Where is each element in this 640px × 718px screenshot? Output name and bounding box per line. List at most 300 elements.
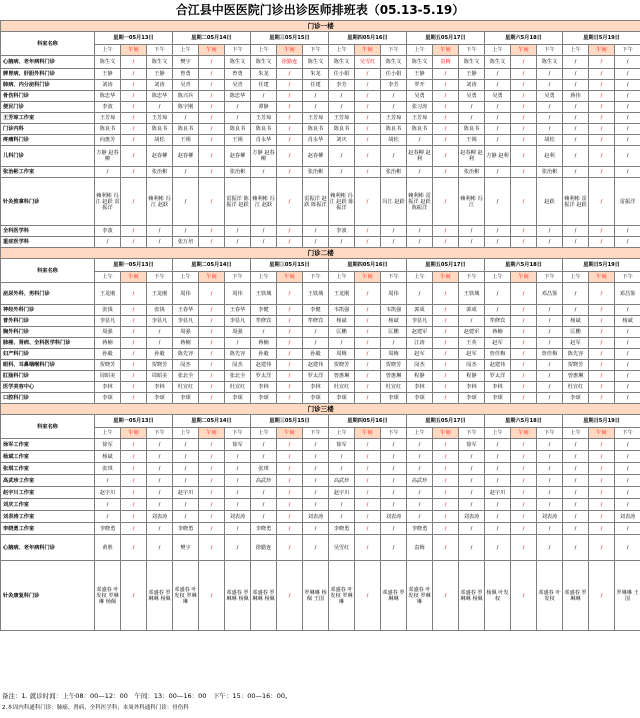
- slot-header: 下午: [615, 45, 640, 56]
- schedule-cell: /: [563, 305, 589, 316]
- day-header: 星期六5月18日: [485, 32, 563, 45]
- schedule-cell: /: [355, 91, 381, 102]
- schedule-cell: /: [459, 237, 485, 248]
- dept-name: 眼科、耳鼻咽喉科门诊: [1, 360, 95, 371]
- schedule-cell: /: [355, 371, 381, 382]
- schedule-cell: /: [615, 226, 640, 237]
- schedule-cell: /: [199, 523, 225, 535]
- schedule-cell: /: [511, 167, 537, 178]
- slot-header: 上午: [251, 272, 277, 283]
- schedule-cell: 周梅: [381, 349, 407, 360]
- schedule-cell: /: [537, 338, 563, 349]
- schedule-cell: /: [121, 146, 147, 167]
- schedule-cell: 陈先容: [173, 349, 199, 360]
- schedule-cell: 赵宇川: [329, 487, 355, 499]
- schedule-cell: /: [511, 113, 537, 124]
- schedule-cell: /: [355, 349, 381, 360]
- schedule-cell: /: [277, 371, 303, 382]
- schedule-cell: /: [407, 463, 433, 475]
- schedule-cell: /: [121, 167, 147, 178]
- schedule-cell: /: [407, 439, 433, 451]
- slot-header: 下午: [147, 272, 173, 283]
- slot-header: 下午: [459, 428, 485, 439]
- slot-header: 上午: [95, 272, 121, 283]
- schedule-cell: 陈生文: [303, 56, 329, 69]
- schedule-cell: /: [615, 124, 640, 135]
- schedule-cell: /: [147, 463, 173, 475]
- schedule-cell: /: [199, 102, 225, 113]
- schedule-cell: /: [511, 475, 537, 487]
- schedule-cell: /: [173, 511, 199, 523]
- schedule-cell: /: [277, 327, 303, 338]
- schedule-cell: /: [121, 69, 147, 80]
- dept-name: 心脑病、老年病科门诊: [1, 535, 95, 561]
- schedule-cell: /: [121, 360, 147, 371]
- schedule-cell: 周昭美: [147, 371, 173, 382]
- schedule-cell: /: [381, 523, 407, 535]
- schedule-cell: /: [589, 393, 615, 404]
- schedule-cell: /: [121, 371, 147, 382]
- schedule-cell: 李颂: [303, 393, 329, 404]
- schedule-cell: /: [303, 91, 329, 102]
- schedule-cell: 吴雪红: [355, 56, 381, 69]
- schedule-cell: 任小娟: [329, 69, 355, 80]
- schedule-cell: 吴勇: [537, 91, 563, 102]
- schedule-cell: /: [277, 316, 303, 327]
- schedule-cell: 谭静: [251, 102, 277, 113]
- schedule-cell: 徐勤连: [277, 56, 303, 69]
- schedule-cell: /: [381, 463, 407, 475]
- schedule-cell: 闵杰: [407, 360, 433, 371]
- schedule-cell: /: [511, 146, 537, 167]
- slot-header: 午间: [199, 45, 225, 56]
- schedule-cell: 王静: [407, 69, 433, 80]
- schedule-cell: /: [199, 487, 225, 499]
- schedule-cell: 陈生文: [225, 56, 251, 69]
- schedule-cell: 吴勇: [407, 91, 433, 102]
- schedule-cell: 曾勇: [173, 69, 199, 80]
- schedule-cell: 陈生文: [329, 56, 355, 69]
- schedule-cell: /: [511, 91, 537, 102]
- schedule-cell: /: [173, 178, 199, 226]
- schedule-cell: /: [511, 382, 537, 393]
- schedule-cell: /: [199, 135, 225, 146]
- schedule-cell: 吴青: [173, 80, 199, 91]
- schedule-cell: 赵军: [563, 338, 589, 349]
- schedule-cell: /: [355, 237, 381, 248]
- dept-row: [1, 135, 640, 146]
- schedule-cell: 赵建伟: [251, 360, 277, 371]
- schedule-cell: /: [615, 56, 640, 69]
- schedule-cell: /: [121, 91, 147, 102]
- schedule-cell: /: [511, 178, 537, 226]
- schedule-cell: 刘表涛: [459, 511, 485, 523]
- schedule-cell: 李林: [485, 382, 511, 393]
- schedule-cell: /: [615, 69, 640, 80]
- schedule-cell: /: [563, 113, 589, 124]
- schedule-cell: /: [589, 167, 615, 178]
- schedule-cell: /: [121, 475, 147, 487]
- schedule-cell: /: [563, 80, 589, 91]
- schedule-cell: 陈宇刚: [173, 102, 199, 113]
- dept-row: [1, 451, 640, 463]
- schedule-cell: /: [199, 283, 225, 305]
- schedule-cell: /: [485, 523, 511, 535]
- schedule-cell: /: [615, 102, 640, 113]
- schedule-cell: 罗琳琳 杨佩 王国: [303, 561, 329, 631]
- dept-row: [1, 499, 640, 511]
- dept-name: 疼痛科门诊: [1, 135, 95, 146]
- schedule-cell: /: [199, 305, 225, 316]
- schedule-cell: /: [615, 451, 640, 463]
- slot-header: 下午: [147, 428, 173, 439]
- schedule-cell: /: [511, 360, 537, 371]
- schedule-cell: 赵春柳 赵利: [407, 146, 433, 167]
- slot-header: 上午: [95, 45, 121, 56]
- schedule-cell: /: [121, 451, 147, 463]
- schedule-cell: /: [407, 511, 433, 523]
- schedule-cell: /: [511, 283, 537, 305]
- schedule-cell: /: [459, 499, 485, 511]
- schedule-cell: 刘涛: [95, 80, 121, 91]
- schedule-cell: /: [615, 487, 640, 499]
- schedule-cell: /: [563, 167, 589, 178]
- schedule-cell: 李芳: [329, 80, 355, 91]
- schedule-cell: /: [459, 102, 485, 113]
- schedule-cell: /: [511, 451, 537, 463]
- schedule-cell: 罗琳琳 王国: [615, 561, 640, 631]
- schedule-cell: /: [277, 439, 303, 451]
- schedule-cell: 任小娟: [381, 69, 407, 80]
- schedule-cell: /: [459, 487, 485, 499]
- schedule-cell: 赵春柳: [303, 146, 329, 167]
- schedule-cell: /: [537, 102, 563, 113]
- schedule-cell: /: [589, 146, 615, 167]
- schedule-cell: /: [173, 463, 199, 475]
- schedule-cell: /: [537, 113, 563, 124]
- day-header: 星期二05月14日: [173, 32, 251, 45]
- schedule-cell: /: [459, 451, 485, 463]
- schedule-cell: /: [225, 226, 251, 237]
- schedule-cell: 赵建伟: [485, 360, 511, 371]
- schedule-cell: /: [277, 237, 303, 248]
- schedule-cell: 刘表涛: [303, 511, 329, 523]
- schedule-cell: /: [225, 113, 251, 124]
- slot-header: 下午: [225, 272, 251, 283]
- schedule-cell: /: [459, 463, 485, 475]
- dept-name: 王芳琼工作室: [1, 113, 95, 124]
- schedule-cell: /: [303, 487, 329, 499]
- slot-header: 下午: [537, 428, 563, 439]
- schedule-cell: /: [537, 451, 563, 463]
- schedule-cell: /: [355, 316, 381, 327]
- schedule-cell: /: [303, 535, 329, 561]
- schedule-cell: 陈生文: [407, 56, 433, 69]
- schedule-cell: /: [329, 237, 355, 248]
- schedule-cell: /: [303, 451, 329, 463]
- schedule-cell: 方静 赵春柳: [95, 146, 121, 167]
- schedule-cell: /: [225, 102, 251, 113]
- schedule-cell: 陈良书: [95, 124, 121, 135]
- schedule-cell: /: [433, 523, 459, 535]
- schedule-cell: 李晓勇: [173, 523, 199, 535]
- dept-row: [1, 124, 640, 135]
- slot-header: 上午: [485, 272, 511, 283]
- slot-header: 午间: [589, 272, 615, 283]
- schedule-cell: 王芳琼: [95, 113, 121, 124]
- schedule-cell: 邓盛春 叶发权 罗琳琳: [329, 561, 355, 631]
- schedule-cell: /: [121, 226, 147, 237]
- schedule-cell: /: [381, 499, 407, 511]
- schedule-cell: /: [225, 475, 251, 487]
- schedule-cell: /: [615, 499, 640, 511]
- schedule-cell: /: [329, 499, 355, 511]
- note-line-1: 备注：1. 就诊时间：上午08：00—12：00 午间：13：00—16：00 下午：15：00—16：00。: [2, 692, 292, 700]
- schedule-cell: 王铁城: [459, 283, 485, 305]
- schedule-cell: 徐军: [459, 439, 485, 451]
- schedule-cell: 贺晓芳: [381, 360, 407, 371]
- schedule-cell: /: [537, 371, 563, 382]
- schedule-cell: /: [121, 561, 147, 631]
- schedule-cell: 牟修宾: [303, 316, 329, 327]
- schedule-cell: 刘庆: [329, 135, 355, 146]
- dept-row: [1, 338, 640, 349]
- schedule-cell: /: [537, 327, 563, 338]
- day-header-row: [1, 259, 640, 272]
- slot-header: 午间: [511, 45, 537, 56]
- day-header: 星期五05月17日: [407, 415, 485, 428]
- schedule-cell: 李晓勇: [329, 523, 355, 535]
- schedule-cell: 杨斌: [563, 316, 589, 327]
- schedule-cell: /: [173, 451, 199, 463]
- schedule-cell: /: [355, 511, 381, 523]
- schedule-cell: 孙毅: [95, 349, 121, 360]
- schedule-cell: 李晓勇: [251, 523, 277, 535]
- schedule-cell: 赵跃: [537, 178, 563, 226]
- schedule-cell: /: [355, 393, 381, 404]
- schedule-cell: 詹佳梅: [485, 349, 511, 360]
- schedule-cell: /: [381, 91, 407, 102]
- schedule-cell: /: [121, 523, 147, 535]
- schedule-cell: 赵春柳: [147, 146, 173, 167]
- dept-name: 便民门诊: [1, 102, 95, 113]
- schedule-cell: 赵军: [407, 349, 433, 360]
- schedule-cell: 赵宇川: [95, 487, 121, 499]
- schedule-cell: /: [433, 113, 459, 124]
- schedule-cell: /: [277, 463, 303, 475]
- schedule-cell: /: [407, 226, 433, 237]
- day-header: 星期三05月15日: [251, 415, 329, 428]
- schedule-cell: 陈良书: [251, 124, 277, 135]
- schedule-cell: /: [147, 338, 173, 349]
- schedule-cell: 赵宇川: [173, 487, 199, 499]
- schedule-cell: /: [173, 113, 199, 124]
- schedule-cell: /: [329, 146, 355, 167]
- schedule-cell: 赖利彬 冯江 赵跃 陈振洋: [329, 178, 355, 226]
- slot-header: 上午: [407, 45, 433, 56]
- schedule-cell: 吴青: [225, 80, 251, 91]
- schedule-cell: /: [407, 237, 433, 248]
- schedule-cell: /: [537, 360, 563, 371]
- slot-header: 午间: [199, 428, 225, 439]
- schedule-cell: 邓昌鉴: [615, 283, 640, 305]
- schedule-cell: 张治彬: [459, 167, 485, 178]
- day-header: 星期五05月17日: [407, 32, 485, 45]
- schedule-cell: /: [615, 393, 640, 404]
- schedule-cell: 杜宣红: [329, 382, 355, 393]
- schedule-cell: /: [511, 439, 537, 451]
- schedule-cell: 曾惠琳: [329, 371, 355, 382]
- schedule-cell: /: [433, 178, 459, 226]
- schedule-cell: /: [199, 146, 225, 167]
- schedule-cell: /: [537, 316, 563, 327]
- schedule-cell: /: [433, 124, 459, 135]
- schedule-cell: 王静: [147, 69, 173, 80]
- schedule-cell: /: [563, 226, 589, 237]
- dept-name: 肺癌、肾病、全科医学科门诊: [1, 338, 95, 349]
- schedule-cell: /: [303, 338, 329, 349]
- schedule-cell: /: [511, 237, 537, 248]
- schedule-cell: /: [511, 124, 537, 135]
- schedule-cell: /: [433, 439, 459, 451]
- schedule-cell: 陈良书: [459, 124, 485, 135]
- schedule-cell: 袁梅: [433, 56, 459, 69]
- schedule-cell: /: [433, 487, 459, 499]
- schedule-cell: /: [303, 475, 329, 487]
- schedule-cell: 邓昌鉴: [537, 283, 563, 305]
- schedule-cell: /: [277, 283, 303, 305]
- schedule-cell: 樊宇: [173, 535, 199, 561]
- schedule-cell: /: [485, 69, 511, 80]
- schedule-cell: 杜宣红: [563, 382, 589, 393]
- dept-row: [1, 327, 640, 338]
- schedule-cell: /: [147, 451, 173, 463]
- schedule-cell: 陈良书: [381, 124, 407, 135]
- schedule-cell: /: [225, 523, 251, 535]
- schedule-cell: /: [589, 535, 615, 561]
- schedule-cell: 张北全: [173, 371, 199, 382]
- schedule-cell: 陈良书: [303, 124, 329, 135]
- schedule-cell: /: [199, 535, 225, 561]
- schedule-cell: 陈良书: [329, 124, 355, 135]
- schedule-cell: /: [199, 463, 225, 475]
- dept-row: [1, 535, 640, 561]
- schedule-cell: /: [147, 535, 173, 561]
- schedule-cell: /: [433, 91, 459, 102]
- schedule-cell: /: [121, 135, 147, 146]
- schedule-cell: 朱龙: [251, 69, 277, 80]
- schedule-cell: 杨斌: [615, 316, 640, 327]
- schedule-cell: /: [537, 487, 563, 499]
- slot-header: 上午: [485, 428, 511, 439]
- dept-row: [1, 475, 640, 487]
- schedule-cell: /: [485, 226, 511, 237]
- slot-header: 上午: [407, 272, 433, 283]
- schedule-cell: /: [459, 535, 485, 561]
- schedule-cell: 李林: [147, 382, 173, 393]
- schedule-cell: /: [251, 499, 277, 511]
- schedule-cell: 赵宇川: [485, 487, 511, 499]
- schedule-cell: /: [433, 135, 459, 146]
- schedule-cell: /: [433, 360, 459, 371]
- schedule-cell: /: [277, 69, 303, 80]
- dept-row: [1, 523, 640, 535]
- schedule-cell: 韦凯强: [329, 305, 355, 316]
- schedule-cell: /: [563, 487, 589, 499]
- schedule-cell: 王铁城: [251, 283, 277, 305]
- slot-header: 上午: [485, 45, 511, 56]
- dept-name: 肛肠科门诊: [1, 371, 95, 382]
- schedule-cell: /: [277, 226, 303, 237]
- schedule-cell: 王春华: [225, 305, 251, 316]
- schedule-cell: /: [589, 69, 615, 80]
- schedule-cell: 王龙刚: [329, 283, 355, 305]
- schedule-cell: 李林: [407, 382, 433, 393]
- dept-row: [1, 80, 640, 91]
- schedule-cell: 陈忠华: [225, 91, 251, 102]
- schedule-cell: 刘表涛: [537, 511, 563, 523]
- schedule-cell: 罗太洋: [303, 371, 329, 382]
- floor-header: [1, 21, 640, 32]
- schedule-cell: /: [511, 316, 537, 327]
- dept-row: [1, 439, 640, 451]
- schedule-cell: /: [511, 226, 537, 237]
- schedule-cell: 王芳琼: [329, 113, 355, 124]
- schedule-cell: /: [563, 523, 589, 535]
- schedule-cell: /: [615, 523, 640, 535]
- schedule-cell: 陈生文: [459, 56, 485, 69]
- schedule-cell: /: [485, 80, 511, 91]
- schedule-cell: /: [147, 523, 173, 535]
- dept-name: 胸外科门诊: [1, 327, 95, 338]
- schedule-cell: 李颂: [563, 393, 589, 404]
- schedule-cell: /: [485, 499, 511, 511]
- dept-row: [1, 487, 640, 499]
- schedule-cell: /: [615, 146, 640, 167]
- schedule-cell: 曾惠琳: [563, 371, 589, 382]
- schedule-cell: /: [615, 463, 640, 475]
- schedule-cell: /: [355, 523, 381, 535]
- schedule-cell: /: [121, 178, 147, 226]
- schedule-cell: /: [121, 237, 147, 248]
- schedule-cell: /: [199, 56, 225, 69]
- slot-header: 上午: [407, 428, 433, 439]
- schedule-cell: /: [225, 463, 251, 475]
- schedule-cell: /: [355, 327, 381, 338]
- schedule-cell: 张万培: [173, 237, 199, 248]
- schedule-cell: 肖永华: [251, 135, 277, 146]
- dept-name: 泌尿外科、男科门诊: [1, 283, 95, 305]
- schedule-cell: 雷振洋: [615, 178, 640, 226]
- schedule-cell: /: [225, 535, 251, 561]
- schedule-cell: /: [615, 349, 640, 360]
- schedule-cell: /: [355, 167, 381, 178]
- schedule-cell: 张治彬: [537, 167, 563, 178]
- schedule-cell: 蒋楠: [485, 327, 511, 338]
- schedule-cell: /: [615, 167, 640, 178]
- schedule-cell: /: [277, 102, 303, 113]
- dept-row: [1, 511, 640, 523]
- schedule-cell: 杜宣红: [173, 382, 199, 393]
- schedule-cell: 李颂: [95, 393, 121, 404]
- slot-header: 午间: [355, 428, 381, 439]
- schedule-cell: 韦凯强: [381, 305, 407, 316]
- schedule-cell: 方静 赵利: [485, 146, 511, 167]
- schedule-cell: 张治彬: [303, 167, 329, 178]
- schedule-cell: /: [95, 475, 121, 487]
- schedule-cell: 邓盛春 叶发权 罗琳琳: [407, 561, 433, 631]
- schedule-cell: /: [615, 91, 640, 102]
